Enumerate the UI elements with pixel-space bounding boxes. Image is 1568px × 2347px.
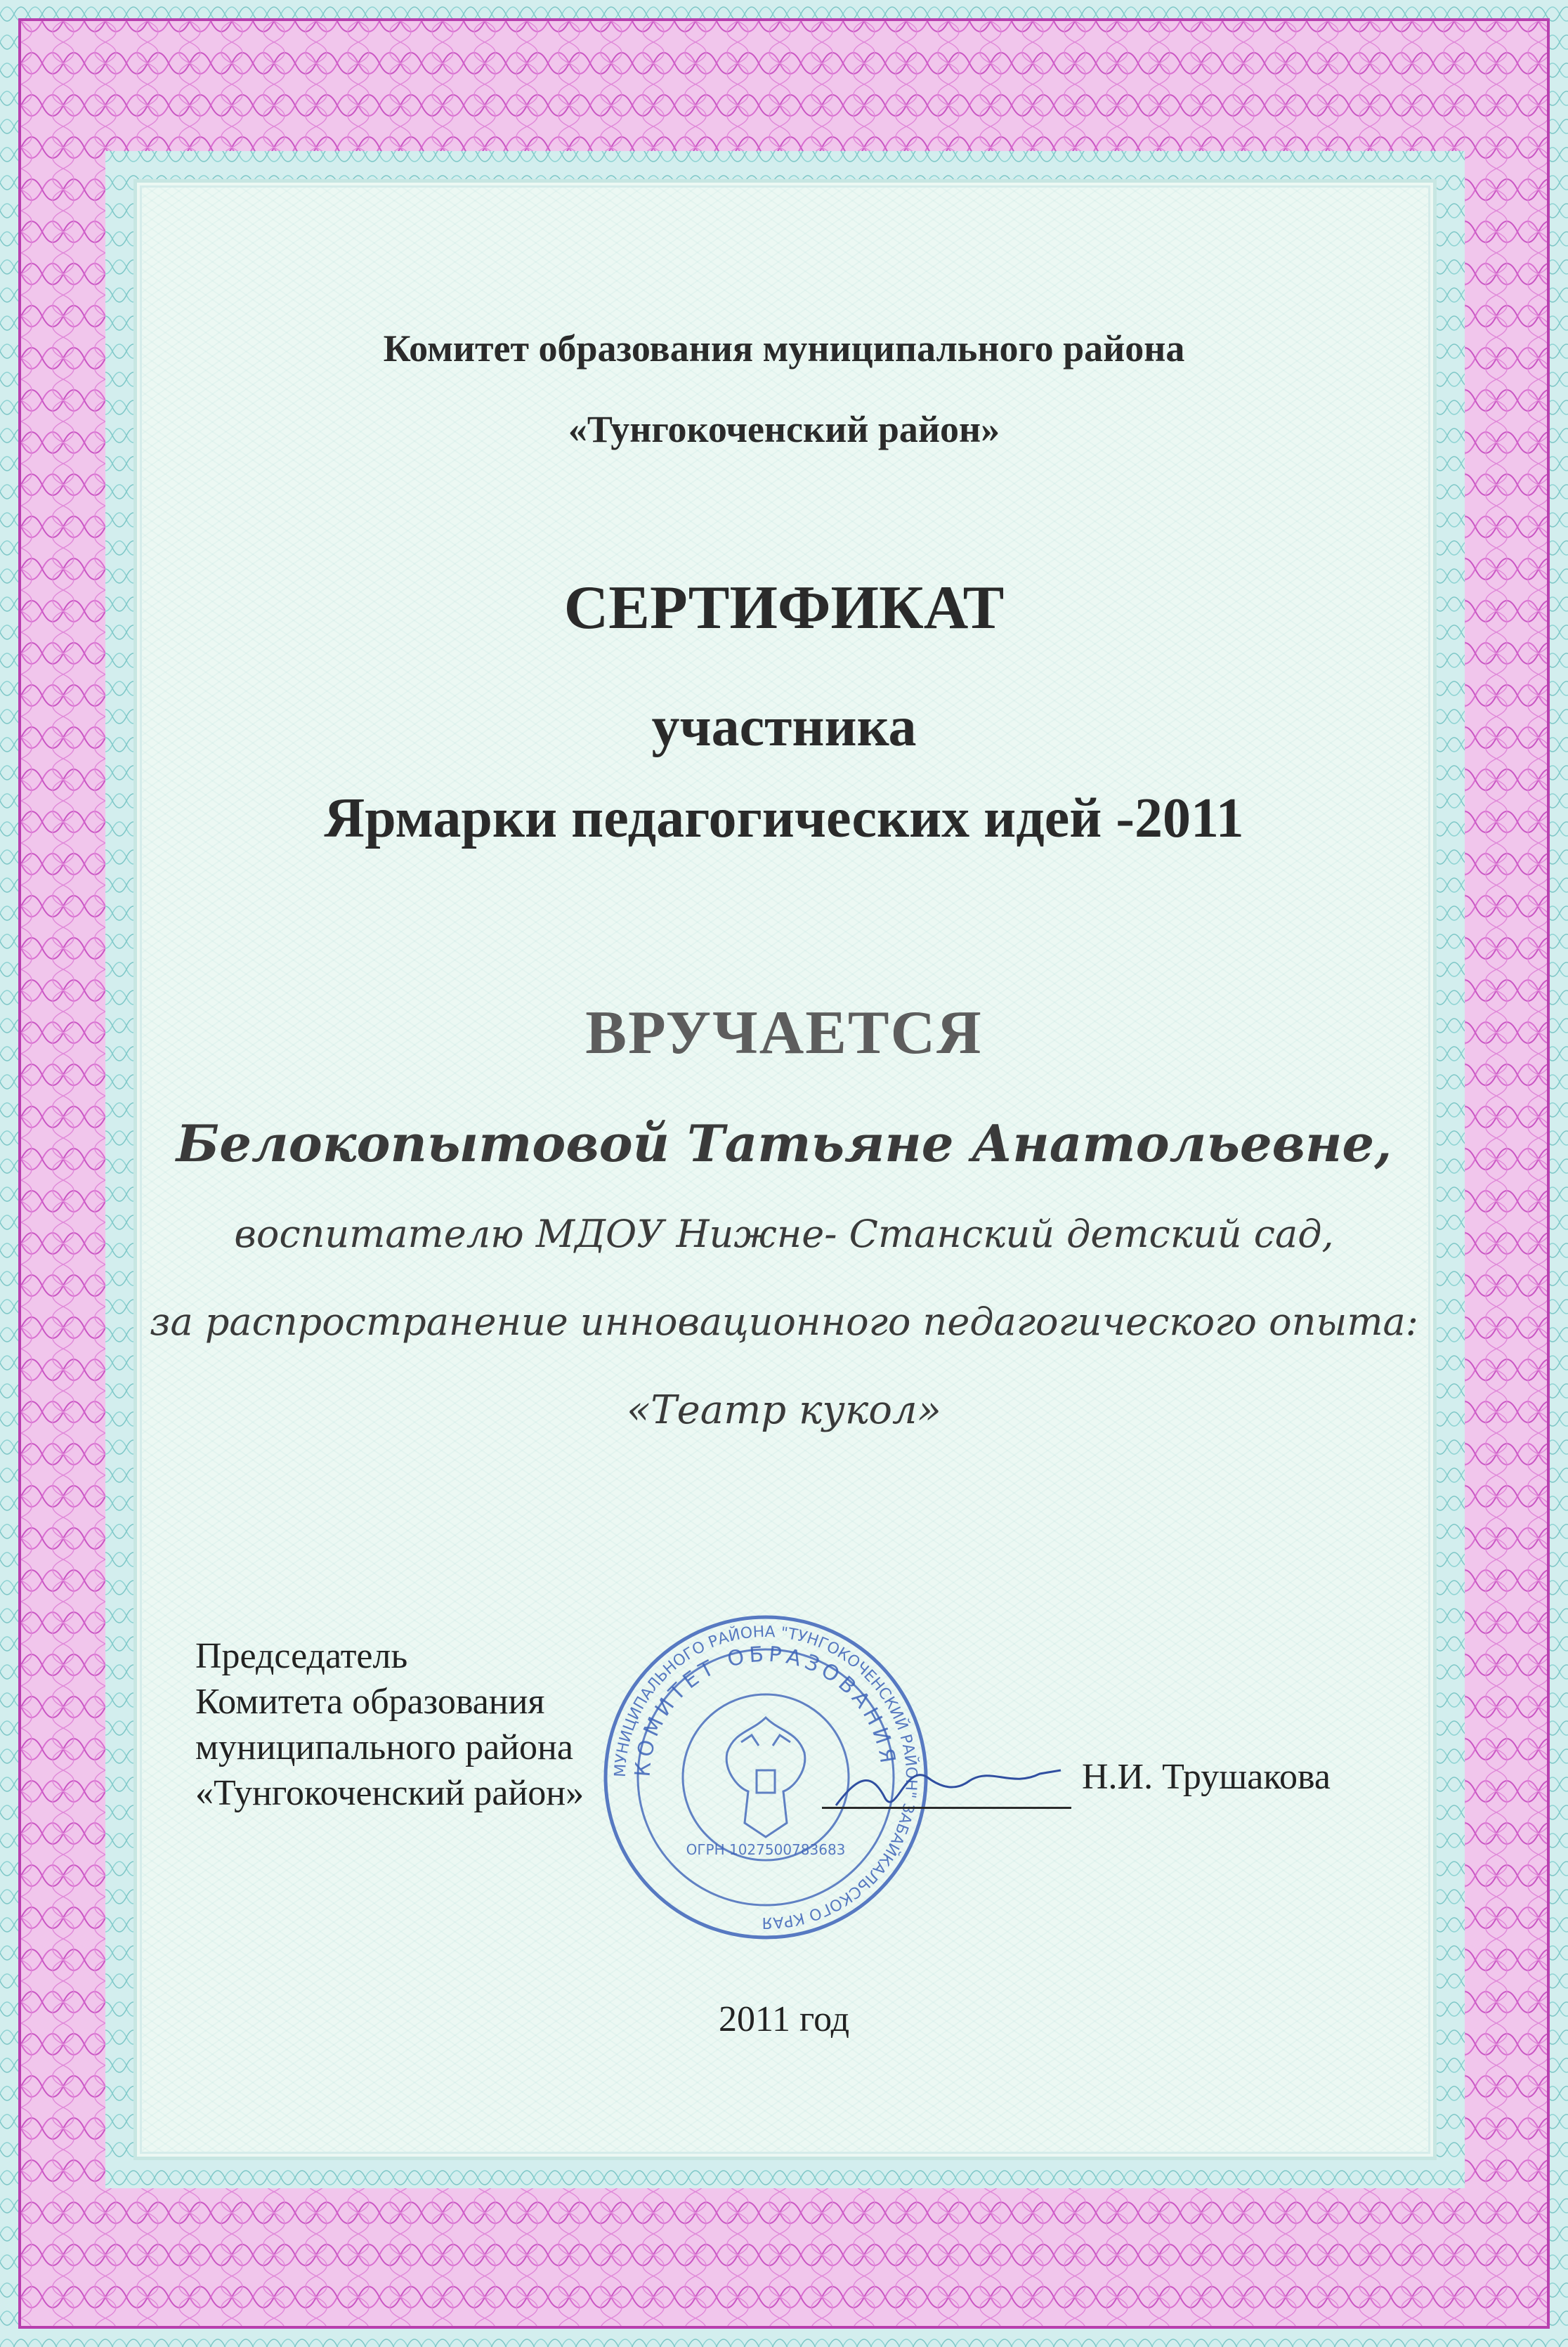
project-name: «Театр кукол»: [627, 1387, 941, 1433]
seal-inner-text: КОМИТЕТ ОБРАЗОВАНИЯ: [630, 1642, 901, 1778]
handwritten-signature: [829, 1749, 1068, 1819]
signer-title-line2: Комитета образования: [195, 1682, 545, 1722]
seal-outer-text: МУНИЦИПАЛЬНОГО РАЙОНА "ТУНГОКОЧЕНСКИЙ РАЙОН" АБАЙКАЛЬСКОГО КРАЯ: [611, 1623, 920, 1932]
award-reason: за распространение инновационного педагогического опыта:: [150, 1300, 1418, 1344]
certificate-subtitle1: участника: [651, 696, 917, 758]
org-name-line2: «Тунгокоченский район»: [568, 408, 1000, 450]
signer-name: Н.И. Трушакова: [1082, 1757, 1331, 1797]
signer-title-line1: Председатель: [195, 1636, 408, 1676]
signer-title-line4: «Тунгокоченский район»: [195, 1773, 584, 1813]
seal-ogrn: ОГРН 1027500783683: [686, 1841, 846, 1858]
recipient-position: воспитателю МДОУ Нижне- Станский детский сад,: [234, 1212, 1334, 1256]
awarded-heading: ВРУЧАЕТСЯ: [585, 999, 983, 1067]
certificate-title: СЕРТИФИКАТ: [563, 574, 1005, 642]
org-name-line1: Комитет образования муниципального района: [383, 327, 1185, 370]
certificate-subtitle2: Ярмарки педагогических идей -2011: [324, 787, 1244, 849]
signer-title-line3: муниципального района: [195, 1727, 573, 1767]
emblem-icon: [726, 1718, 805, 1837]
signature-line: [822, 1807, 1071, 1809]
issue-year: 2011 год: [718, 1999, 850, 2039]
recipient-name: Белокопытовой Татьяне Анатольевне,: [176, 1113, 1392, 1173]
